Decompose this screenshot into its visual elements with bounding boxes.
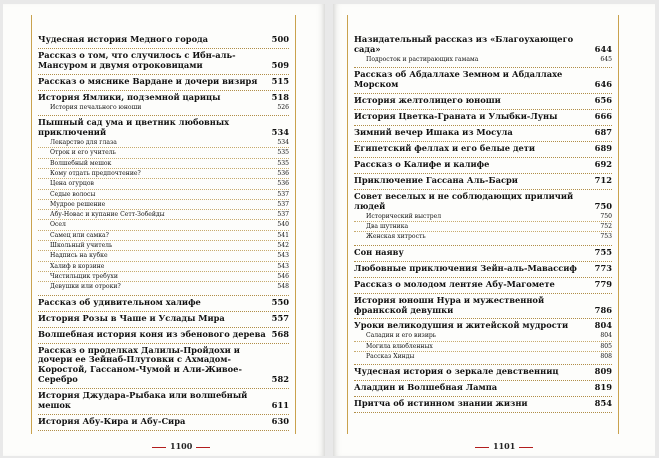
toc-entry-title: Зимний вечер Ишака из Мосула xyxy=(354,127,513,138)
toc-entry-title: История юноши Нура и мужественной франкской девушки xyxy=(354,294,545,315)
toc-subentry-page: 752 xyxy=(600,223,612,231)
toc-entry[interactable] xyxy=(38,346,289,386)
toc-entry[interactable] xyxy=(354,96,612,106)
toc-entry-group xyxy=(354,94,612,110)
toc-entry-title: История Абу-Кира и Абу-Сира xyxy=(38,416,186,427)
toc-entry-page: 779 xyxy=(594,278,612,289)
toc-entry-title: Рассказ о том, что случилось с Ибн-аль-Мансуром и двумя отроковицами xyxy=(38,49,236,70)
toc-subentry[interactable] xyxy=(354,352,612,361)
toc-entry-page: 644 xyxy=(594,43,612,54)
toc-entry-page: 819 xyxy=(594,382,612,393)
left-page-number: 1100 xyxy=(170,441,193,451)
footer-rule-left xyxy=(152,447,166,448)
toc-entry[interactable] xyxy=(354,280,612,290)
toc-subentry[interactable] xyxy=(38,251,289,261)
toc-entry-group xyxy=(354,158,612,174)
toc-entry-group xyxy=(38,312,289,328)
toc-entry-group xyxy=(354,294,612,320)
toc-entry-group xyxy=(38,91,289,116)
toc-entry-group xyxy=(354,33,612,68)
toc-entry[interactable] xyxy=(354,248,612,258)
toc-entry-title: Рассказ о Калифе и калифе xyxy=(354,158,490,169)
toc-entry[interactable] xyxy=(354,383,612,393)
toc-subentry-page: 537 xyxy=(277,190,289,198)
toc-entry-group xyxy=(354,190,612,246)
toc-entry-group xyxy=(354,68,612,94)
toc-subentry[interactable] xyxy=(38,262,289,272)
toc-entry[interactable] xyxy=(354,192,612,212)
toc-entry-title: Рассказ об Абдаллахе Земном и Абдаллахе Морском xyxy=(354,69,563,90)
toc-entry-title: Притча об истинном знании жизни xyxy=(354,398,528,409)
toc-entry-group xyxy=(354,174,612,190)
toc-entry-title: Чудесная история Медного города xyxy=(38,34,209,44)
toc-entry-page: 518 xyxy=(271,91,289,102)
toc-entry-page: 712 xyxy=(594,174,612,185)
toc-entry-title: Египетский феллах и его белые дети xyxy=(354,142,536,153)
toc-subentry-page: 536 xyxy=(277,180,289,188)
toc-subentry-page: 540 xyxy=(277,221,289,229)
toc-subentry-page: 542 xyxy=(277,242,289,250)
toc-subentry[interactable] xyxy=(38,272,289,282)
toc-entry-title: Рассказ о проделках Далилы-Пройдохи и дочери ее Зейнаб-Плутовки с Ахмадом-Коростой, Гассаном-Чумой и Али-Живое-Серебро xyxy=(38,344,242,385)
toc-entry-page: 786 xyxy=(594,304,612,315)
toc-entry-group xyxy=(354,126,612,142)
right-page-number: 1101 xyxy=(493,441,516,451)
toc-subentry-title: Женская хитрость xyxy=(366,233,426,241)
toc-entry-page: 804 xyxy=(594,320,612,331)
toc-entry-title: Рассказ о мясникe Вардане и дочери визиря xyxy=(38,75,258,86)
footer-rule-left xyxy=(475,447,489,448)
toc-subentry-page: 535 xyxy=(277,159,289,167)
toc-entry[interactable] xyxy=(38,298,289,308)
toc-subentry-page: 537 xyxy=(277,211,289,219)
toc-subentry-title: Надпись на кубке xyxy=(50,252,108,260)
right-toc-list xyxy=(348,33,618,413)
toc-subentry[interactable] xyxy=(38,169,289,179)
toc-subentry[interactable] xyxy=(354,55,612,64)
toc-entry-title: Рассказ об удивительном халифе xyxy=(38,296,201,307)
toc-entry-page: 755 xyxy=(594,246,612,257)
toc-entry-group xyxy=(38,33,289,49)
toc-subentry-page: 543 xyxy=(277,252,289,260)
toc-entry-group xyxy=(38,328,289,344)
toc-entry-title: Пышный сад ума и цветник любовных приключений xyxy=(38,117,230,138)
toc-entry-group xyxy=(38,75,289,91)
toc-subentry-page: 808 xyxy=(600,353,612,361)
toc-subentry-page: 753 xyxy=(600,233,612,241)
toc-entry[interactable] xyxy=(354,160,612,170)
toc-subentry-title: Цена огурцов xyxy=(50,180,94,188)
toc-entry-group xyxy=(354,381,612,397)
toc-entry-group xyxy=(354,262,612,278)
toc-entry-page: 630 xyxy=(271,416,289,427)
right-page-footer xyxy=(471,441,537,451)
toc-subentry[interactable] xyxy=(354,331,612,341)
toc-subentry-page: 645 xyxy=(600,55,612,63)
toc-subentry[interactable] xyxy=(354,222,612,232)
toc-subentry-title: Рассказ Хинды xyxy=(366,353,415,361)
toc-entry[interactable] xyxy=(38,118,289,138)
toc-entry[interactable] xyxy=(354,296,612,316)
toc-subentry-title: Чистильщик требухи xyxy=(50,273,118,281)
toc-entry-title: Волшебная история коня из эбенового дерева xyxy=(38,328,266,339)
toc-subentry-title: Два шутника xyxy=(366,223,409,231)
toc-entry-page: 550 xyxy=(271,296,289,307)
left-toc-frame xyxy=(31,15,296,434)
toc-subentry-page: 546 xyxy=(277,273,289,281)
toc-entry[interactable] xyxy=(354,321,612,331)
toc-subentry-title: Халиф в корзине xyxy=(50,262,105,270)
right-page xyxy=(333,4,655,456)
toc-subentry[interactable] xyxy=(38,231,289,241)
toc-entry-title: История Розы в Чаше и Услады Мира xyxy=(38,312,225,323)
toc-entry-page: 611 xyxy=(271,400,289,411)
left-page xyxy=(3,4,325,456)
toc-subentry-page: 805 xyxy=(600,342,612,350)
toc-entry-title: История Джудара-Рыбака или волшебный мешок xyxy=(38,390,248,411)
toc-subentry-page: 750 xyxy=(600,212,612,220)
toc-entry-group xyxy=(354,397,612,413)
toc-subentry[interactable] xyxy=(38,179,289,189)
toc-entry-page: 750 xyxy=(594,200,612,211)
toc-entry-group xyxy=(354,365,612,381)
toc-entry-page: 582 xyxy=(271,374,289,385)
toc-entry-group xyxy=(38,344,289,390)
toc-subentry-page: 535 xyxy=(277,149,289,157)
toc-entry-page: 515 xyxy=(271,75,289,86)
toc-entry-group xyxy=(354,110,612,126)
toc-entry[interactable] xyxy=(38,417,289,427)
toc-subentry-page: 548 xyxy=(277,283,289,291)
toc-subentry-page: 526 xyxy=(277,103,289,111)
toc-subentry[interactable] xyxy=(38,138,289,148)
toc-entry-group xyxy=(38,415,289,431)
toc-entry-title: Любовные приключения Зейн-аль-Мавассиф xyxy=(354,262,577,273)
toc-entry-page: 534 xyxy=(271,127,289,138)
toc-entry[interactable] xyxy=(354,112,612,122)
toc-entry-title: Назидательный рассказ из «Благоухающего сада» xyxy=(354,34,574,54)
toc-subentry-title: Осел xyxy=(50,221,66,229)
toc-entry[interactable] xyxy=(38,314,289,324)
toc-entry-page: 666 xyxy=(594,111,612,122)
toc-entry[interactable] xyxy=(354,367,612,377)
footer-rule-right xyxy=(519,447,533,448)
toc-entry-group xyxy=(38,116,289,296)
toc-entry[interactable] xyxy=(38,93,289,103)
toc-subentry-page: 536 xyxy=(277,169,289,177)
toc-entry-group xyxy=(38,49,289,75)
toc-subentry-page: 537 xyxy=(277,200,289,208)
toc-subentry-page: 541 xyxy=(277,231,289,239)
toc-entry-page: 656 xyxy=(594,95,612,106)
toc-entry[interactable] xyxy=(354,399,612,409)
toc-entry[interactable] xyxy=(354,128,612,138)
toc-entry[interactable] xyxy=(354,264,612,274)
toc-entry-title: История Ямлики, подземной царицы xyxy=(38,91,221,102)
toc-subentry-title: Мудрое решение xyxy=(50,200,106,208)
toc-entry-page: 689 xyxy=(594,142,612,153)
left-toc-list xyxy=(32,33,295,431)
left-page-footer xyxy=(148,441,214,451)
toc-entry[interactable] xyxy=(38,391,289,411)
toc-entry-page: 773 xyxy=(594,262,612,273)
toc-subentry[interactable] xyxy=(38,103,289,112)
toc-subentry-title: Школьный учитель xyxy=(50,242,113,250)
toc-entry-title: Уроки великодушия и житейской мудрости xyxy=(354,320,569,331)
toc-subentry-title: Абу-Новас и купание Сетт-Зобейды xyxy=(50,211,165,219)
toc-subentry-page: 804 xyxy=(600,332,612,340)
toc-subentry[interactable] xyxy=(38,148,289,158)
toc-subentry-title: История печального юноши xyxy=(50,103,142,111)
toc-entry-group xyxy=(354,246,612,262)
toc-subentry-title: Могила влюбленных xyxy=(366,342,433,350)
footer-rule-right xyxy=(196,447,210,448)
toc-subentry-title: Отрок и его учитель xyxy=(50,149,116,157)
toc-subentry[interactable] xyxy=(354,232,612,241)
toc-entry-title: Сон наяву xyxy=(354,246,404,257)
toc-entry-page: 646 xyxy=(594,79,612,90)
toc-entry-page: 568 xyxy=(271,328,289,339)
toc-subentry-title: Волшебный мешок xyxy=(50,159,112,167)
toc-subentry[interactable] xyxy=(38,190,289,200)
toc-entry[interactable] xyxy=(38,51,289,71)
toc-entry[interactable] xyxy=(354,70,612,90)
toc-subentry-title: Исторический выстрел xyxy=(366,212,442,220)
toc-entry[interactable] xyxy=(354,144,612,154)
toc-entry-group xyxy=(38,296,289,312)
toc-entry-title: Приключение Гассана Аль-Басри xyxy=(354,174,518,185)
toc-subentry-title: Девушки или отроки? xyxy=(50,283,121,291)
toc-subentry-title: Лекарство для глаза xyxy=(50,138,117,146)
toc-subentry-title: Седые волосы xyxy=(50,190,96,198)
toc-subentry-page: 534 xyxy=(277,138,289,146)
toc-subentry[interactable] xyxy=(354,342,612,352)
toc-entry-group xyxy=(38,389,289,415)
toc-entry-title: Совет веселых и не соблюдающих приличий людей xyxy=(354,190,574,211)
toc-entry[interactable] xyxy=(354,176,612,186)
toc-entry-group xyxy=(354,278,612,294)
toc-subentry-title: Подросток и растирающих гамама xyxy=(366,55,479,63)
toc-entry-title: Рассказ о молодом лентяе Абу-Магомете xyxy=(354,278,555,289)
toc-subentry-page: 543 xyxy=(277,262,289,270)
toc-subentry[interactable] xyxy=(354,212,612,222)
toc-entry-group xyxy=(354,319,612,365)
right-toc-frame xyxy=(347,15,619,434)
toc-entry-title: Чудесная история о зеркале девственниц xyxy=(354,366,559,377)
toc-entry[interactable] xyxy=(38,35,289,45)
toc-entry-title: История Цветка-Граната и Улыбки-Луны xyxy=(354,111,558,122)
toc-entry-page: 500 xyxy=(271,34,289,44)
toc-subentry[interactable] xyxy=(38,210,289,220)
toc-subentry[interactable] xyxy=(38,220,289,230)
toc-subentry-title: Саладин и его визирь xyxy=(366,332,437,340)
toc-entry-page: 692 xyxy=(594,158,612,169)
toc-subentry[interactable] xyxy=(38,159,289,169)
toc-entry[interactable] xyxy=(354,35,612,55)
toc-entry-title: Аладдин и Волшебная Лампа xyxy=(354,382,498,393)
toc-entry-group xyxy=(354,142,612,158)
toc-entry[interactable] xyxy=(38,330,289,340)
toc-entry[interactable] xyxy=(38,77,289,87)
toc-entry-page: 509 xyxy=(271,59,289,70)
toc-entry-page: 557 xyxy=(271,312,289,323)
toc-entry-page: 854 xyxy=(594,398,612,409)
toc-subentry-title: Кому отдать предпочтение? xyxy=(50,169,141,177)
toc-subentry[interactable] xyxy=(38,282,289,291)
toc-subentry-title: Самец или самка? xyxy=(50,231,109,239)
toc-entry-page: 687 xyxy=(594,127,612,138)
toc-entry-page: 809 xyxy=(594,366,612,377)
toc-subentry[interactable] xyxy=(38,241,289,251)
toc-subentry[interactable] xyxy=(38,200,289,210)
toc-entry-title: История желтолицего юноши xyxy=(354,95,501,106)
